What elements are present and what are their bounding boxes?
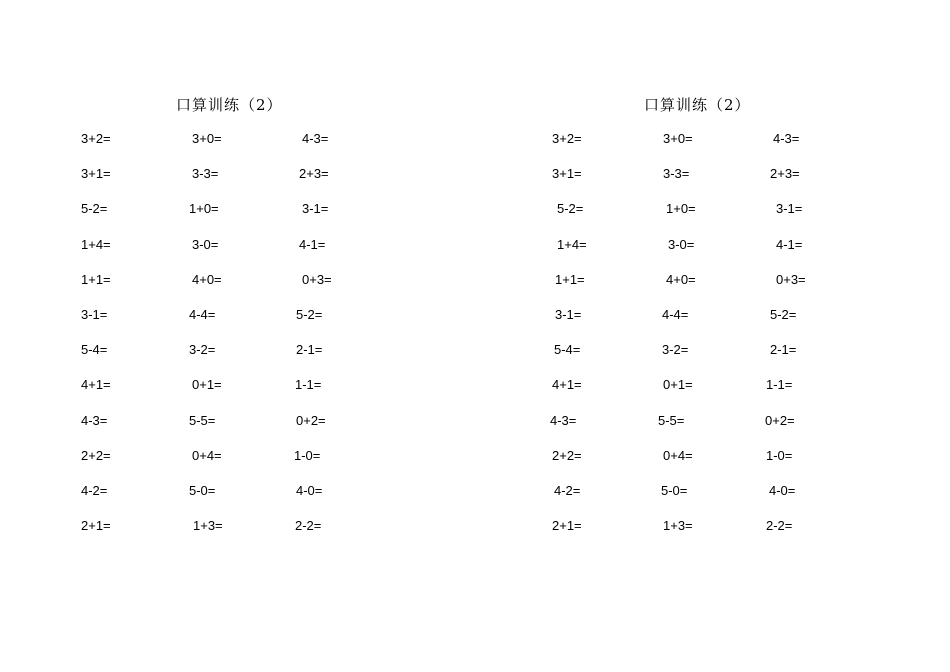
arithmetic-problem: 1+4=	[557, 237, 587, 252]
arithmetic-problem: 4-2=	[554, 483, 581, 498]
arithmetic-problem: 5-5=	[658, 413, 685, 428]
arithmetic-problem: 4+1=	[81, 377, 111, 392]
arithmetic-problem: 4-3=	[773, 131, 800, 146]
arithmetic-problem: 5-0=	[661, 483, 688, 498]
arithmetic-problem: 0+1=	[663, 377, 693, 392]
arithmetic-problem: 3-2=	[189, 342, 216, 357]
arithmetic-problem: 4-3=	[81, 413, 108, 428]
sheet-title-right: 口算训练（2）	[644, 96, 751, 114]
arithmetic-problem: 0+1=	[192, 377, 222, 392]
arithmetic-problem: 3-1=	[776, 201, 803, 216]
arithmetic-problem: 3-3=	[192, 166, 219, 181]
arithmetic-problem: 3-3=	[663, 166, 690, 181]
arithmetic-problem: 3-0=	[668, 237, 695, 252]
arithmetic-problem: 0+4=	[663, 448, 693, 463]
arithmetic-problem: 1-1=	[766, 377, 793, 392]
arithmetic-problem: 2+1=	[552, 518, 582, 533]
arithmetic-problem: 5-2=	[81, 201, 108, 216]
arithmetic-problem: 0+4=	[192, 448, 222, 463]
arithmetic-problem: 1+4=	[81, 237, 111, 252]
arithmetic-problem: 4-3=	[550, 413, 577, 428]
arithmetic-problem: 5-2=	[296, 307, 323, 322]
arithmetic-problem: 3+1=	[81, 166, 111, 181]
arithmetic-problem: 1+3=	[663, 518, 693, 533]
arithmetic-problem: 1+1=	[555, 272, 585, 287]
arithmetic-problem: 1-0=	[294, 448, 321, 463]
arithmetic-problem: 1-1=	[295, 377, 322, 392]
arithmetic-problem: 5-2=	[770, 307, 797, 322]
arithmetic-problem: 2-1=	[770, 342, 797, 357]
arithmetic-problem: 0+3=	[302, 272, 332, 287]
arithmetic-problem: 4+1=	[552, 377, 582, 392]
arithmetic-problem: 4+0=	[192, 272, 222, 287]
arithmetic-problem: 2+2=	[81, 448, 111, 463]
arithmetic-problem: 1+0=	[666, 201, 696, 216]
arithmetic-problem: 3+2=	[552, 131, 582, 146]
arithmetic-problem: 3-1=	[81, 307, 108, 322]
arithmetic-problem: 0+2=	[765, 413, 795, 428]
arithmetic-problem: 5-2=	[557, 201, 584, 216]
arithmetic-problem: 4-2=	[81, 483, 108, 498]
arithmetic-problem: 5-4=	[81, 342, 108, 357]
arithmetic-problem: 5-4=	[554, 342, 581, 357]
arithmetic-problem: 2+3=	[770, 166, 800, 181]
arithmetic-problem: 4-1=	[776, 237, 803, 252]
arithmetic-problem: 2-1=	[296, 342, 323, 357]
arithmetic-problem: 1+1=	[81, 272, 111, 287]
arithmetic-problem: 4-3=	[302, 131, 329, 146]
arithmetic-problem: 2-2=	[766, 518, 793, 533]
arithmetic-problem: 0+3=	[776, 272, 806, 287]
arithmetic-problem: 4-0=	[769, 483, 796, 498]
arithmetic-problem: 4-1=	[299, 237, 326, 252]
arithmetic-problem: 2+3=	[299, 166, 329, 181]
arithmetic-problem: 1+0=	[189, 201, 219, 216]
arithmetic-problem: 4+0=	[666, 272, 696, 287]
arithmetic-problem: 5-0=	[189, 483, 216, 498]
sheet-title-left: 口算训练（2）	[176, 96, 283, 114]
arithmetic-problem: 4-0=	[296, 483, 323, 498]
arithmetic-problem: 3+0=	[663, 131, 693, 146]
arithmetic-problem: 2+2=	[552, 448, 582, 463]
arithmetic-problem: 1+3=	[193, 518, 223, 533]
arithmetic-problem: 3-1=	[302, 201, 329, 216]
arithmetic-problem: 3-1=	[555, 307, 582, 322]
arithmetic-problem: 3-2=	[662, 342, 689, 357]
arithmetic-problem: 3-0=	[192, 237, 219, 252]
arithmetic-problem: 5-5=	[189, 413, 216, 428]
arithmetic-problem: 4-4=	[189, 307, 216, 322]
arithmetic-problem: 3+0=	[192, 131, 222, 146]
arithmetic-problem: 2-2=	[295, 518, 322, 533]
arithmetic-problem: 3+2=	[81, 131, 111, 146]
arithmetic-problem: 4-4=	[662, 307, 689, 322]
arithmetic-problem: 1-0=	[766, 448, 793, 463]
arithmetic-problem: 3+1=	[552, 166, 582, 181]
arithmetic-problem: 0+2=	[296, 413, 326, 428]
arithmetic-problem: 2+1=	[81, 518, 111, 533]
